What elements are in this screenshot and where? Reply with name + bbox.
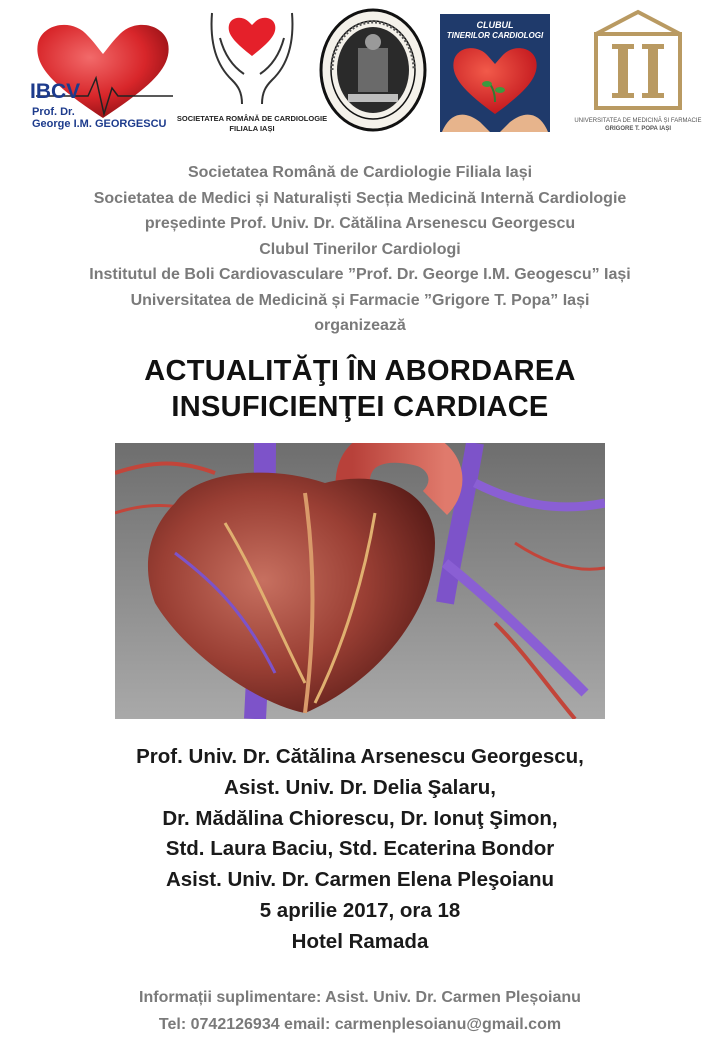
organizer-line: Universitatea de Medicină și Farmacie ”Grigore T. Popa” Iași: [130, 291, 590, 309]
speaker-line: Prof. Univ. Dr. Cătălina Arsenescu Georgescu,: [136, 745, 584, 768]
speaker-line: Asist. Univ. Dr. Carmen Elena Pleşoianu: [165, 868, 555, 892]
speaker-line: Dr. Mădălina Chiorescu, Dr. Ionuţ Şimon,: [162, 806, 558, 830]
logo-bar: [0, 0, 720, 150]
university-building-icon: [568, 8, 708, 112]
organizer-line: organizează: [314, 317, 406, 334]
event-date: 5 aprilie 2017, ora 18: [259, 898, 461, 922]
ctc-logo: [440, 14, 550, 132]
organizer-line: președinte Prof. Univ. Dr. Cătălina Arsenescu Georgescu: [144, 215, 576, 232]
contact-block: [0, 984, 720, 1038]
speaker-line: Asist. Univ. Dr. Delia Şalaru,: [224, 775, 496, 799]
organizer-line: Societatea de Medici și Naturaliști Secția Medicină Internă Cardiologie: [93, 189, 627, 207]
speakers-block: [0, 742, 720, 958]
ibcv-line2: George I.M. GEORGESCU: [32, 118, 167, 130]
title-line1: ACTUALITĂŢI ÎN ABORDAREA: [144, 355, 576, 387]
contact-info: Informații suplimentare: Asist. Univ. Dr. Carmen Pleșoianu: [139, 989, 581, 1006]
ibcv-logo: [28, 18, 178, 130]
umf-line1: UNIVERSITATEA DE MEDICINĂ ȘI FARMACIE: [574, 118, 702, 124]
ibcv-line1: Prof. Dr.: [32, 106, 75, 118]
speaker-line: Std. Laura Baciu, Std. Ecaterina Bondor: [165, 837, 555, 861]
event-title: [0, 353, 720, 425]
contact-phone-email: Tel: 0742126934 email: carmenplesoianu@gmail.com: [158, 1016, 562, 1033]
organizer-line: Clubul Tinerilor Cardiologi: [259, 240, 461, 258]
hands-heart-plant-icon: [440, 42, 550, 132]
heart-illustration: [115, 443, 605, 719]
src-line1: SOCIETATEA ROMÂNĂ DE CARDIOLOGIE: [176, 114, 328, 123]
event-venue: Hotel Ramada: [291, 929, 429, 953]
organizer-line: Societatea Română de Cardiologie Filiala Iași: [187, 164, 533, 181]
src-line2: FILIALA IAȘI: [229, 124, 275, 133]
organizer-line: Institutul de Boli Cardiovasculare ”Prof. Dr. George I.M. Geogescu” Iași: [89, 266, 631, 283]
hands-heart-icon: [172, 8, 332, 108]
seal-icon: [318, 8, 428, 132]
title-line2: INSUFICIENŢEI CARDIACE: [171, 391, 549, 423]
ibcv-acronym: IBCV: [30, 80, 81, 103]
ctc-line2: TINERILOR CARDIOLOGI: [446, 31, 544, 40]
umf-line2: GRIGORE T. POPA IAȘI: [604, 126, 671, 132]
society-seal-logo: [318, 8, 428, 132]
ctc-line1: CLUBUL: [476, 20, 514, 30]
organizers-block: [0, 160, 720, 339]
umf-logo: [568, 8, 708, 138]
src-logo: [172, 8, 332, 136]
